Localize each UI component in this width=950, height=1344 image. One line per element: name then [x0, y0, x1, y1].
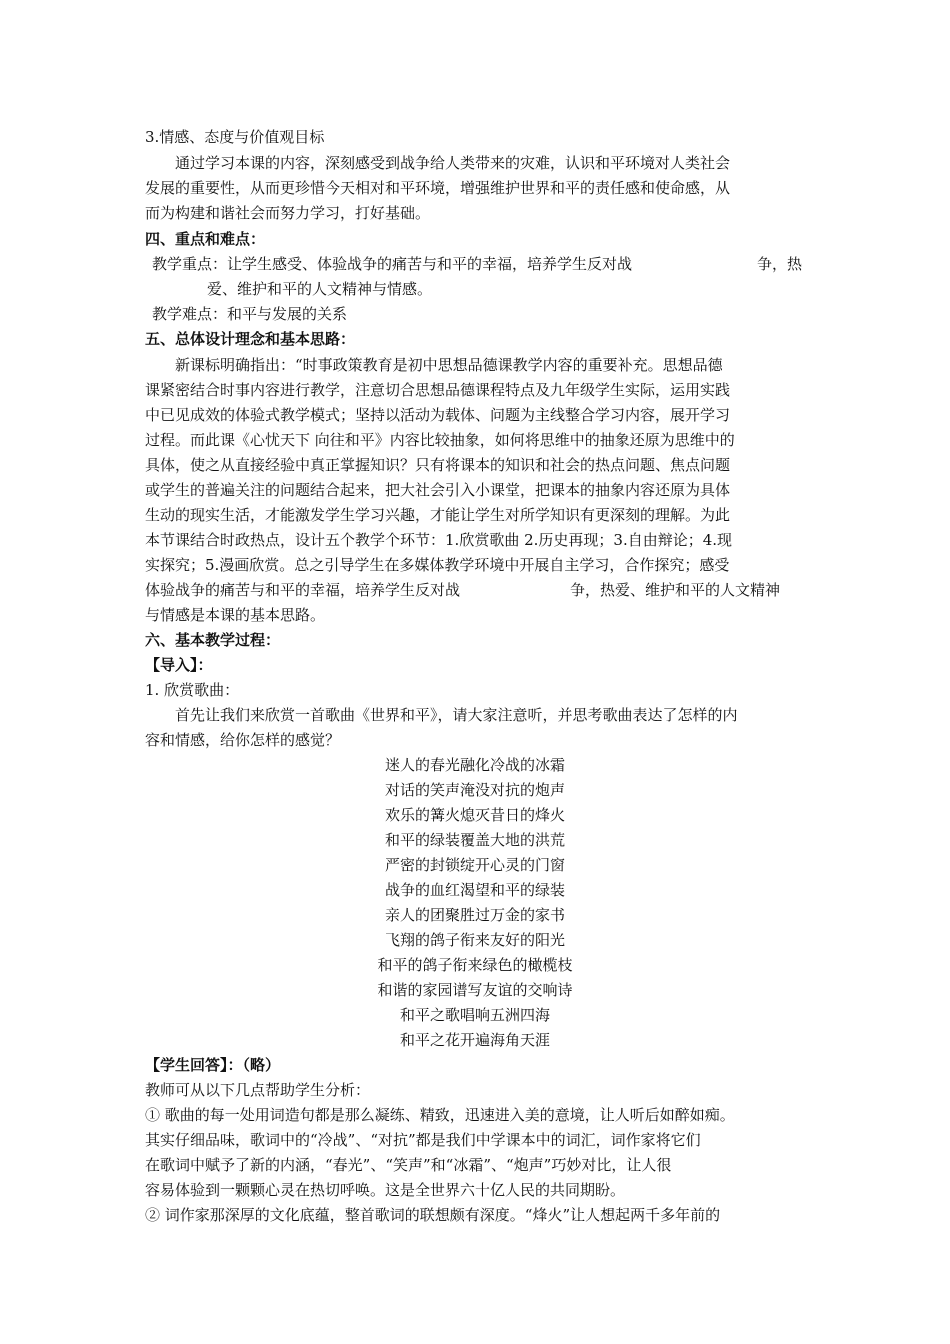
lyric-line: 飞翔的鸽子衔来友好的阳光 [384, 931, 565, 949]
section5-heading: 五、总体设计理念和基本思路： [145, 330, 356, 348]
lyric-line: 严密的封锁绽开心灵的门窗 [384, 856, 565, 874]
section3-title: 3.情感、态度与价值观目标 [145, 128, 325, 146]
analysis-line-3: 在歌词中赋予了新的内涵，“春光”、“笑声”和“冰霜”、“炮声”巧妙对比，让人很 [145, 1156, 672, 1174]
section5-line-11: 与情感是本课的基本思路。 [145, 606, 326, 624]
intro-label: 【导入】： [145, 656, 213, 674]
section5-line-4: 过程。而此课《心忧天下 向往和平》内容比较抽象，如何将思维中的抽象还原为思维中的 [145, 431, 735, 449]
section5-line-10-part-1: 体验战争的痛苦与和平的幸福，培养学生反对战 [145, 581, 461, 599]
difficulty-point: 教学难点：和平与发展的关系 [152, 305, 348, 323]
section5-line-10-part-2: 争，热爱、维护和平的人文精神 [570, 581, 781, 599]
key-point-part-3: 爱、维护和平的人文精神与情感。 [207, 280, 433, 298]
section5-line-7: 生动的现实生活，才能激发学生学习兴趣，才能让学生对所学知识有更深刻的理解。为此 [145, 506, 731, 524]
section6-heading: 六、基本教学过程： [145, 631, 281, 649]
section4-heading: 四、重点和难点： [145, 230, 266, 248]
section5-line-2: 课紧密结合时事内容进行教学，注意切合思想品德课程特点及九年级学生实际，运用实践 [145, 381, 731, 399]
lyric-line: 战争的血红渴望和平的绿装 [384, 881, 565, 899]
lyric-line: 和平的绿装覆盖大地的洪荒 [384, 831, 565, 849]
section3-line-2: 发展的重要性，从而更珍惜今天相对和平环境，增强维护世界和平的责任感和使命感，从 [145, 179, 731, 197]
lyric-line: 欢乐的篝火熄灭昔日的烽火 [384, 806, 565, 824]
prompt-line-1: 首先让我们来欣赏一首歌曲《世界和平》，请大家注意听，并思考歌曲表达了怎样的内 [175, 706, 738, 724]
analysis-line-2: 其实仔细品味，歌词中的“冷战”、“对抗”都是我们中学课本中的词汇，词作家将它们 [145, 1131, 701, 1149]
lyric-line: 和平之歌唱响五洲四海 [399, 1006, 550, 1024]
section5-line-9: 实探究；5.漫画欣赏。总之引导学生在多媒体教学环境中开展自主学习，合作探究；感受 [145, 556, 730, 574]
item-1: 1. 欣赏歌曲： [145, 681, 240, 699]
analysis-intro: 教师可从以下几点帮助学生分析： [145, 1081, 371, 1099]
section3-line-1: 通过学习本课的内容，深刻感受到战争给人类带来的灾难，认识和平环境对人类社会 [175, 154, 731, 172]
section5-line-6: 或学生的普遍关注的问题结合起来，把大社会引入小课堂，把课本的抽象内容还原为具体 [145, 481, 731, 499]
key-point-part-2: 争，热 [757, 255, 803, 273]
analysis-line-4: 容易体验到一颗颗心灵在热切呼唤。这是全世界六十亿人民的共同期盼。 [145, 1181, 626, 1199]
section5-line-3: 中已见成效的体验式教学模式；坚持以活动为载体、问题为主线整合学习内容，展开学习 [145, 406, 731, 424]
section5-line-5: 具体，使之从直接经验中真正掌握知识？只有将课本的知识和社会的热点问题、焦点问题 [145, 456, 731, 474]
analysis-line-5: ② 词作家那深厚的文化底蕴，整首歌词的联想颇有深度。“烽火”让人想起两千多年前的 [145, 1206, 721, 1224]
lyric-line: 和平之花开遍海角天涯 [399, 1031, 550, 1049]
lyric-line: 迷人的春光融化冷战的冰霜 [384, 756, 565, 774]
section5-line-8: 本节课结合时政热点，设计五个教学个环节：1.欣赏歌曲 2.历史再现；3.自由辩论；4.现 [145, 531, 733, 549]
analysis-line-1: ① 歌曲的每一处用词造句都是那么凝练、精致，迅速进入美的意境，让人听后如醉如痴。 [145, 1106, 735, 1124]
section3-line-3: 而为构建和谐社会而努力学习，打好基础。 [145, 204, 431, 222]
lyric-line: 和平的鸽子衔来绿色的橄榄枝 [377, 956, 573, 974]
answer-label: 【学生回答】：（略） [145, 1056, 281, 1074]
lyric-line: 对话的笑声淹没对抗的炮声 [384, 781, 565, 799]
key-point-part-1: 教学重点：让学生感受、体验战争的痛苦与和平的幸福，培养学生反对战 [152, 255, 633, 273]
lyric-line: 亲人的团聚胜过万金的家书 [384, 906, 565, 924]
lyric-line: 和谐的家园谱写友谊的交响诗 [377, 981, 573, 999]
section5-line-1: 新课标明确指出：“时事政策教育是初中思想品德课教学内容的重要补充。思想品德 [175, 356, 723, 374]
prompt-line-2: 容和情感，给你怎样的感觉？ [145, 731, 341, 749]
